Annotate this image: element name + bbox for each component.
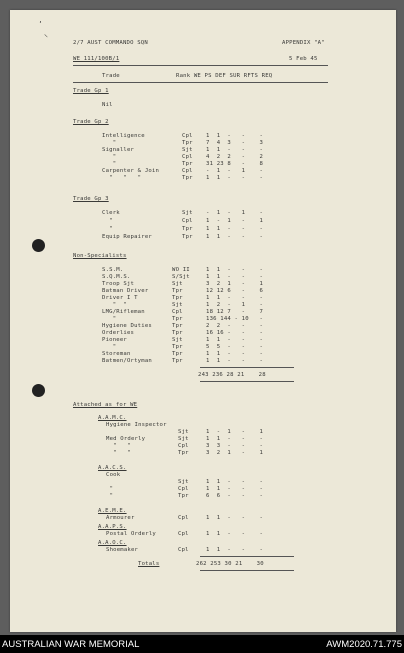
reference-number: WE 111/100B/1 xyxy=(73,56,120,62)
trade-cell: Armourer xyxy=(106,515,135,521)
rank-cell: Tpr xyxy=(182,161,193,167)
trade-cell: " " xyxy=(106,443,131,449)
trade-cell: Signaller xyxy=(102,147,135,153)
figures-cell: 1 1 - - - xyxy=(206,515,264,521)
figures-cell: 1 1 - - - xyxy=(206,358,264,364)
rank-cell: Sjt xyxy=(172,281,183,287)
rank-cell: Tpr xyxy=(182,226,193,232)
rank-cell: Sjt xyxy=(178,436,189,442)
trade-cell: " xyxy=(102,316,117,322)
figures-cell: 4 2 2 - 2 xyxy=(206,154,264,160)
trade-cell: " xyxy=(102,226,113,232)
figures-cell: 1 1 - - - xyxy=(206,486,264,492)
figures-cell: 1 1 - - - xyxy=(206,226,264,232)
rank-cell: Tpr xyxy=(172,351,183,357)
trade-cell: Hygiene Inspector xyxy=(106,422,167,428)
document-page xyxy=(10,10,396,632)
rank-cell: Tpr xyxy=(182,234,193,240)
rank-cell: Tpr xyxy=(172,288,183,294)
totals-rule xyxy=(200,556,294,557)
rank-cell: Tpr xyxy=(182,175,193,181)
figures-cell: 136 144 - 10 - xyxy=(206,316,264,322)
nil-entry: Nil xyxy=(102,102,113,108)
trade-cell: " xyxy=(102,140,117,146)
rank-cell: Sjt xyxy=(172,302,183,308)
trade-cell: " xyxy=(102,154,117,160)
figures-cell: 18 12 7 - 7 xyxy=(206,309,264,315)
figures-cell: 1 1 - - - xyxy=(206,436,264,442)
trade-cell: Troop Sjt xyxy=(102,281,135,287)
pencil-mark: ⸌ xyxy=(44,33,48,42)
trade-cell: Clerk xyxy=(102,210,120,216)
figures-cell: 1 1 - - - xyxy=(206,175,264,181)
trade-cell: " " xyxy=(106,450,131,456)
rank-cell: Tpr xyxy=(172,344,183,350)
rank-cell: Tpr xyxy=(172,295,183,301)
corps-heading: A.A.M.C. xyxy=(98,415,127,421)
trade-cell: Driver I T xyxy=(102,295,138,301)
corps-heading: A.A.C.S. xyxy=(98,465,127,471)
rank-cell: Sjt xyxy=(178,479,189,485)
corps-heading: A.A.P.S. xyxy=(98,524,127,530)
figures-cell: 5 5 - - - xyxy=(206,344,264,350)
rank-cell: Tpr xyxy=(172,316,183,322)
totals-figures: 262 253 30 21 30 xyxy=(196,561,264,567)
trade-cell: " xyxy=(106,493,114,499)
document-date: 5 Feb 45 xyxy=(289,56,318,62)
trade-cell: " xyxy=(102,161,117,167)
rank-cell: Cpl xyxy=(182,154,193,160)
group-heading: Trade Gp 3 xyxy=(73,196,109,202)
figures-cell: 1 1 - - - xyxy=(206,295,264,301)
rank-cell: Tpr xyxy=(172,358,183,364)
totals-rule xyxy=(200,570,294,571)
trade-cell: Equip Repairer xyxy=(102,234,152,240)
trade-cell: LMG/Rifleman xyxy=(102,309,145,315)
group-heading: Trade Gp 2 xyxy=(73,119,109,125)
figures-cell: 1 - 1 - 1 xyxy=(206,429,264,435)
header-rule xyxy=(73,82,328,83)
figures-cell: 1 1 - - - xyxy=(206,147,264,153)
trade-cell: " " " xyxy=(102,175,142,181)
figures-cell: 1 2 - 1 - xyxy=(206,302,264,308)
archive-footer xyxy=(0,635,404,653)
rank-cell: Cpl xyxy=(178,531,189,537)
rank-cell: Cpl xyxy=(182,218,193,224)
header-rule xyxy=(73,65,328,66)
trade-cell: Hygiene Duties xyxy=(102,323,152,329)
punch-hole xyxy=(32,239,45,252)
trade-cell: " xyxy=(102,344,117,350)
figures-cell: 7 4 3 - 3 xyxy=(206,140,264,146)
trade-cell: Orderlies xyxy=(102,330,135,336)
figures-cell: 31 23 8 - 8 xyxy=(206,161,264,167)
unit-title: 2/7 AUST COMMANDO SQN xyxy=(73,40,148,46)
figures-cell: 3 3 - - - xyxy=(206,443,264,449)
figures-cell: - 1 - 1 - xyxy=(206,210,264,216)
rank-cell: Cpl xyxy=(178,443,189,449)
column-trade-heading: Trade xyxy=(102,73,120,79)
punch-hole xyxy=(32,384,45,397)
trade-cell: Shoemaker xyxy=(106,547,139,553)
subtotal-figures: 243 236 28 21 28 xyxy=(198,372,266,378)
figures-cell: 1 1 - - - xyxy=(206,267,264,273)
figures-cell: 1 1 - - - xyxy=(206,234,264,240)
figures-cell: 1 1 - - - xyxy=(206,547,264,553)
rank-cell: Sjt xyxy=(182,210,193,216)
rank-cell: Sjt xyxy=(178,429,189,435)
trade-cell: Carpenter & Join xyxy=(102,168,160,174)
figures-cell: 6 6 - - - xyxy=(206,493,264,499)
trade-cell: " " xyxy=(102,302,127,308)
archive-name: AUSTRALIAN WAR MEMORIAL xyxy=(2,639,140,650)
subtotal-rule xyxy=(200,381,294,382)
trade-cell: Cook xyxy=(106,472,121,478)
trade-cell: Postal Orderly xyxy=(106,531,156,537)
trade-cell: " xyxy=(102,218,113,224)
rank-cell: Cpl xyxy=(182,168,193,174)
figures-cell: 2 2 - - - xyxy=(206,323,264,329)
rank-cell: Cpl xyxy=(182,133,193,139)
figures-cell: 1 1 - - - xyxy=(206,337,264,343)
figures-cell: 1 1 - - - xyxy=(206,351,264,357)
subtotal-rule xyxy=(200,367,294,368)
group-heading: Attached as for WE xyxy=(73,402,138,408)
trade-cell: " xyxy=(106,486,114,492)
rank-cell: Tpr xyxy=(178,493,189,499)
trade-cell: Intelligence xyxy=(102,133,145,139)
rank-cell: Cpl xyxy=(178,486,189,492)
rank-cell: Cpl xyxy=(178,547,189,553)
rank-cell: WO II xyxy=(172,267,190,273)
figures-cell: 3 2 1 - 1 xyxy=(206,450,264,456)
rank-cell: Sjt xyxy=(182,147,193,153)
trade-cell: S.Q.M.S. xyxy=(102,274,131,280)
appendix-label: APPENDIX "A" xyxy=(282,40,325,46)
rank-cell: Cpl xyxy=(178,515,189,521)
figures-cell: 16 16 - - - xyxy=(206,330,264,336)
group-heading: Non-Specialists xyxy=(73,253,127,259)
rank-cell: Cpl xyxy=(172,309,183,315)
figures-cell: 1 1 - - - xyxy=(206,133,264,139)
figures-cell: - 1 - 1 - xyxy=(206,168,264,174)
trade-cell: Batman Driver xyxy=(102,288,149,294)
figures-cell: 1 - 1 - 1 xyxy=(206,218,264,224)
figures-cell: 12 12 6 - 6 xyxy=(206,288,264,294)
rank-cell: Tpr xyxy=(178,450,189,456)
trade-cell: S.S.M. xyxy=(102,267,124,273)
figures-cell: 1 1 - - - xyxy=(206,274,264,280)
corps-heading: A.E.M.E. xyxy=(98,508,127,514)
trade-cell: Batmen/Ortyman xyxy=(102,358,152,364)
corps-heading: A.A.O.C. xyxy=(98,540,127,546)
rank-cell: Sjt xyxy=(172,337,183,343)
figures-cell: 3 2 1 - 1 xyxy=(206,281,264,287)
figures-cell: 1 1 - - - xyxy=(206,531,264,537)
trade-cell: Storeman xyxy=(102,351,131,357)
archive-reference: AWM2020.71.775 xyxy=(326,639,402,650)
totals-label: Totals xyxy=(138,561,160,567)
group-heading: Trade Gp 1 xyxy=(73,88,109,94)
pencil-mark: ٬ xyxy=(38,20,43,29)
rank-cell: S/Sjt xyxy=(172,274,190,280)
column-headings: Rank WE PS DEF SUR RFTS REQ xyxy=(176,73,273,79)
rank-cell: Tpr xyxy=(172,323,183,329)
rank-cell: Tpr xyxy=(182,140,193,146)
rank-cell: Tpr xyxy=(172,330,183,336)
figures-cell: 1 1 - - - xyxy=(206,479,264,485)
trade-cell: Pioneer xyxy=(102,337,127,343)
trade-cell: Med Orderly xyxy=(106,436,146,442)
